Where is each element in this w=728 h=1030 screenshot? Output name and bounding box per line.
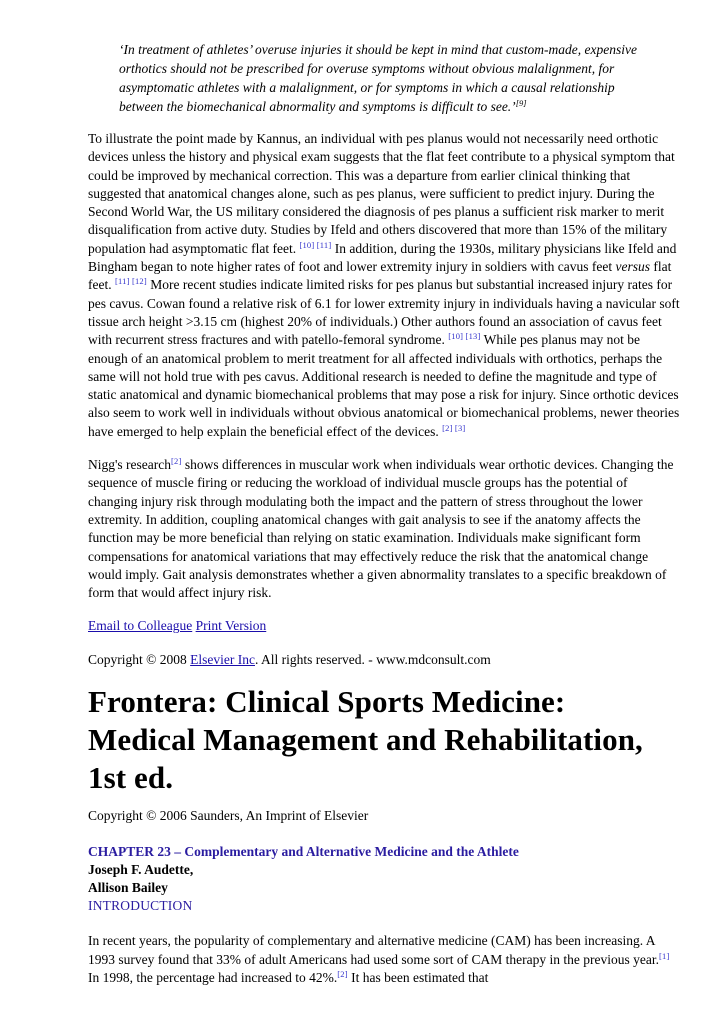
citation-link[interactable]: [2] [3] <box>442 422 466 433</box>
paragraph-text: flat feet. <box>88 259 672 293</box>
book-copyright: Copyright © 2006 Saunders, An Imprint of Elsevier <box>88 808 369 824</box>
citation-link[interactable]: [2] <box>337 969 348 980</box>
body-paragraph <box>88 456 680 602</box>
body-paragraph <box>88 932 680 987</box>
print-version-link[interactable]: Print Version <box>195 618 267 634</box>
chapter-title: CHAPTER 23 – Complementary and Alternative Medicine and the Athlete <box>88 844 519 860</box>
email-to-colleague-link[interactable]: Email to Colleague <box>88 618 193 634</box>
paragraph-text: While pes planus may not be enough of an anatomical problem to merit treatment for all affected individuals with orthotics, perhaps the same will not hold true with pes cavus. Additional research is needed to define the magnitude and type of static anatomical and dynamic biomechanical problems that may pose a risk for injury. Since orthotic devices also seem to work well in individuals without obvious anatomical or biomechanical problems, newer theories have emerged to help explain the beneficial effect of the devices. <box>88 332 680 439</box>
author-name: Joseph F. Audette, <box>88 862 194 878</box>
article-page <box>88 40 680 987</box>
paragraph-text: In addition, during the 1930s, military physicians like Ifeld and Bingham began to note higher rates of foot and lower extremity injury in soldiers with cavus feet <box>88 240 677 275</box>
block-quote <box>119 40 659 116</box>
copyright-text: . All rights reserved. - www.mdconsult.com <box>254 652 491 668</box>
copyright-text: Copyright © 2008 <box>88 652 187 668</box>
paragraph-text: In recent years, the popularity of complementary and alternative medicine (CAM) has been increasing. A 1993 survey found that 33% of adult Americans had used some sort of CAM therapy in the previous year. <box>88 933 660 967</box>
citation-link[interactable]: [10] [13] <box>448 331 481 342</box>
emphasis-text: versus <box>615 259 650 275</box>
citation-link[interactable]: [11] [12] <box>114 276 147 287</box>
paragraph-text: shows differences in muscular work when individuals wear orthotic devices. Changing the sequence of muscle firing or reducing the workload of individual muscle groups has the potential of changing injury risk through modulating both the impact and the pattern of stress throughout the lower extremity. In addition, coupling anatomical changes with gait analysis to see if the anatomy affects the function may be more beneficial than relying on static examination. Individuals make significant form compensations for anatomical variations that may effectively reduce the risk that the anatomical change would imply. Gait analysis demonstrates whether a given abnormality translates to a specific breakdown of form that would affect injury risk. <box>88 457 674 601</box>
paragraph-text: More recent studies indicate limited risks for pes planus but substantial increased injury rates for pes cavus. Cowan found a relative risk of 6.1 for lower extremity injury in individuals having a navicular soft tissue arch height >3.15 cm (highest 20% of individuals.) Other authors found an association of cavus feet with recurrent stress fractures and with patello-femoral syndrome. <box>88 277 680 348</box>
elsevier-link[interactable]: Elsevier Inc <box>190 652 255 668</box>
citation-link[interactable]: [2] <box>171 456 182 467</box>
paragraph-text: To illustrate the point made by Kannus, an individual with pes planus would not necessarily need orthotic devices unless the history and physical exam suggests that the flat feet contribute to a physical symptom that could be improved by mechanical correction. This was a departure from earlier clinical thinking that suggested that anatomical changes alone, such as pes planus, were sufficient to predict injury. During the Second World War, the US military considered the diagnosis of pes planus a sufficient risk marker to merit disqualification from active duty. Studies by Ifeld and others discovered that more than 15% of the military population had asymptomatic flat feet. <box>88 131 675 256</box>
book-title: Frontera: Clinical Sports Medicine: Medical Management and Rehabilitation, 1st ed. <box>88 684 643 796</box>
citation-link[interactable]: [10] [11] <box>299 239 332 250</box>
action-links <box>88 617 680 635</box>
paragraph-text: In 1998, the percentage had increased to 42%. <box>88 970 338 986</box>
citation-link[interactable]: [1] <box>659 950 670 961</box>
quote-text: ‘In treatment of athletes’ overuse injuries it should be kept in mind that custom-made, expensive orthotics should not be prescribed for overuse symptoms without obvious malalignment, for asymptomatic athletes with a malalignment, or for symptoms in which a causal relationship between the biomechanical abnormality and symptoms is difficult to see.’ <box>119 42 638 114</box>
body-paragraph <box>88 130 680 441</box>
paragraph-text: Nigg's research <box>88 457 172 473</box>
paragraph-text: It has been estimated that <box>351 970 489 986</box>
author-name: Allison Bailey <box>88 880 168 896</box>
copyright-line <box>88 651 680 669</box>
section-heading: INTRODUCTION <box>88 898 193 914</box>
citation-link[interactable]: [9] <box>515 98 527 108</box>
